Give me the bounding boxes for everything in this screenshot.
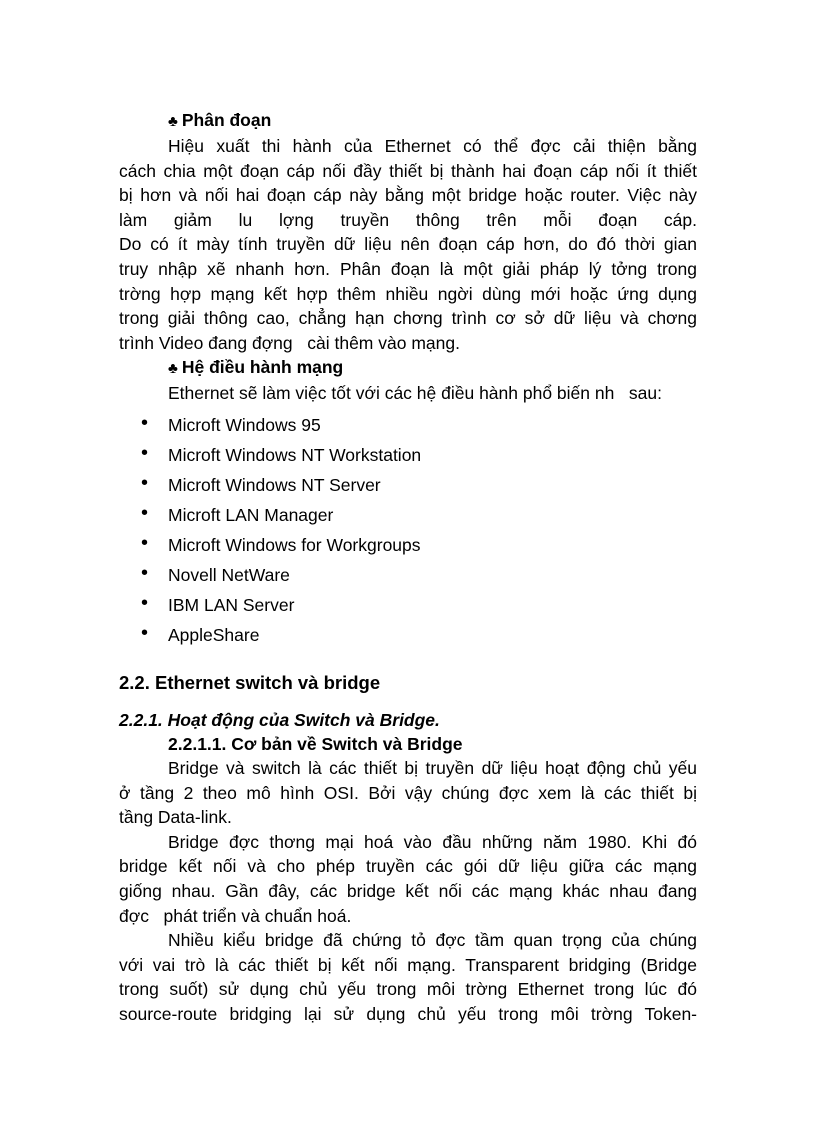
list-item: • Microft Windows for Workgroups — [119, 530, 697, 560]
club-bullet-icon: ♣ — [168, 113, 178, 130]
text-line: cách chia một đoạn cáp nối đầy thiết bị thành hai đoạn cáp nối ít thiết — [119, 160, 697, 181]
bullet-icon: • — [141, 441, 149, 464]
section-heading-2-2-1: 2.2.1. Hoạt động của Switch và Bridge. — [119, 709, 440, 730]
section-heading-2-2: 2.2. Ethernet switch và bridge — [119, 671, 381, 693]
list-item: • IBM LAN Server — [119, 590, 697, 620]
list-item: • Novell NetWare — [119, 560, 697, 590]
text-line: bị hơn và nối hai đoạn cáp này bằng một bridge hoặc router. Việc này — [119, 185, 697, 206]
text-line: ở tầng 2 theo mô hình OSI. Bởi vậy chúng đợc xem là các thiết bị — [119, 782, 697, 803]
bullet-icon: • — [141, 561, 149, 584]
paragraph-partition — [119, 134, 697, 355]
os-list — [119, 410, 697, 650]
bullet-icon: • — [141, 531, 149, 554]
bullet-icon: • — [141, 621, 149, 644]
bullet-icon: • — [141, 411, 149, 434]
subsection-heading-partition: ♣ Phân đoạn — [168, 110, 272, 130]
subsection-heading-os: ♣ Hệ điều hành mạng — [168, 357, 344, 378]
page-content — [119, 108, 697, 1026]
club-bullet-icon: ♣ — [168, 360, 178, 378]
text-line: Bridge đợc thơng mại hoá vào đầu những năm 1980. Khi đó — [168, 831, 697, 852]
list-item: • AppleShare — [119, 620, 697, 650]
os-intro: Ethernet sẽ làm việc tốt với các hệ điều hành phổ biến nh sau: — [168, 383, 662, 404]
text-line: trình Video đang đợng cài thêm vào mạng. — [119, 332, 460, 353]
text-line: Nhiều kiểu bridge đã chứng tỏ đợc tầm quan trọng của chúng — [168, 930, 697, 951]
bullet-icon: • — [141, 591, 149, 614]
text-line: Bridge và switch là các thiết bị truyền dữ liệu hoạt động chủ yếu — [168, 757, 697, 778]
text-line: trong suốt) sử dụng chủ yếu trong môi trờng Ethernet trong lúc đó — [119, 979, 697, 1000]
bullet-icon: • — [141, 501, 149, 524]
text-line: Do có ít mày tính truyền dữ liệu nên đoạn cáp hơn, do đó thời gian — [119, 234, 697, 255]
text-line: giống nhau. Gần đây, các bridge kết nối các mạng khác nhau đang — [119, 880, 697, 901]
list-item: • Microft Windows NT Server — [119, 470, 697, 500]
text-line: bridge kết nối và cho phép truyền các gói dữ liệu giữa các mạng — [119, 856, 697, 877]
text-line: trong giải thông cao, chẳng hạn chơng trình cơ sở dữ liệu và chơng — [119, 308, 697, 329]
list-item: • Microft LAN Manager — [119, 500, 697, 530]
bullet-icon: • — [141, 471, 149, 494]
text-line: Hiệu xuất thi hành của Ethernet có thể đợc cải thiện bằng — [168, 136, 697, 156]
paragraph-bridge-types — [119, 928, 697, 1026]
list-item: • Microft Windows NT Workstation — [119, 440, 697, 470]
text-line: trờng hợp mạng kết hợp thêm nhiều ngời dùng mới hoặc ứng dụng — [119, 283, 697, 304]
list-item: • Microft Windows 95 — [119, 410, 697, 440]
text-line: đợc phát triển và chuẩn hoá. — [119, 905, 352, 926]
paragraph-bridge-switch — [119, 756, 697, 830]
text-line: truy nhập xẽ nhanh hơn. Phân đoạn là một giải pháp lý tởng trong — [119, 258, 697, 279]
text-line: source-route bridging lại sử dụng chủ yếu trong môi trờng Token- — [119, 1003, 697, 1024]
text-line: tầng Data-link. — [119, 807, 232, 828]
section-heading-2-2-1-1: 2.2.1.1. Cơ bản về Switch và Bridge — [168, 733, 463, 754]
text-line: làm giảm lu lợng truyền thông trên mỗi đoạn cáp. — [119, 209, 697, 230]
paragraph-bridge-history — [119, 830, 697, 928]
text-line: với vai trò là các thiết bị kết nối mạng. Transparent bridging (Bridge — [119, 954, 697, 975]
